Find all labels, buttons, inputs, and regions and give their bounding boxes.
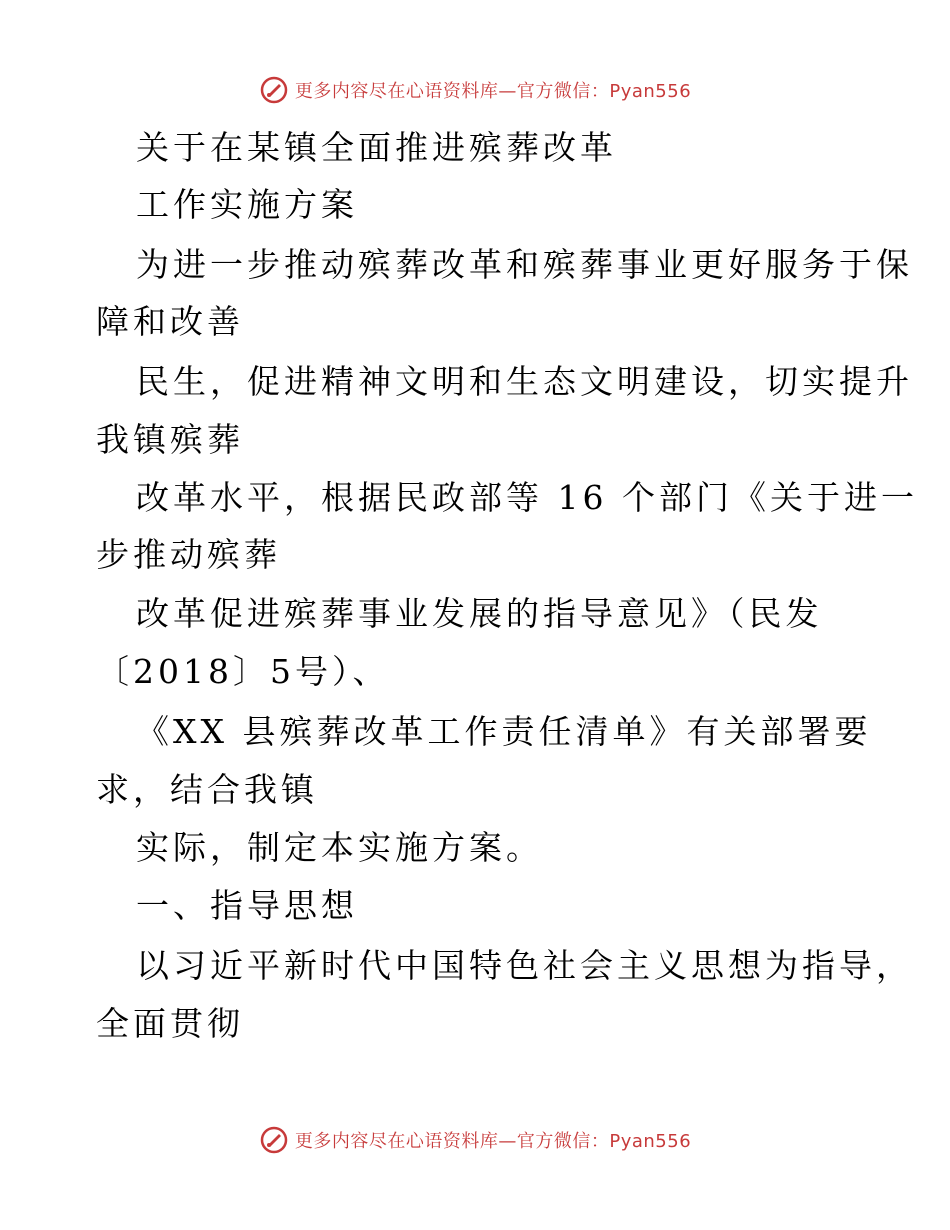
- paragraph-line: 为进一步推动殡葬改革和殡葬事业更好服务于保: [136, 245, 913, 284]
- paragraph-line: 《XX 县殡葬改革工作责任清单》有关部署要: [136, 712, 872, 751]
- banner-text: 更多内容尽在心语资料库—官方微信：Pyan556: [294, 81, 692, 102]
- paragraph-line: 以习近平新时代中国特色社会主义思想为指导，: [136, 946, 913, 985]
- paragraph-line: 我镇殡葬: [96, 420, 244, 459]
- paragraph-line: 步推动殡葬: [96, 535, 281, 574]
- paragraph-line: 改革促进殡葬事业发展的指导意见》（民发: [136, 594, 823, 633]
- section-heading: 一、指导思想: [136, 886, 358, 925]
- paragraph-line: 求，结合我镇: [96, 770, 318, 809]
- paragraph-line: 改革水平，根据民政部等 16 个部门《关于进一: [136, 478, 918, 517]
- logo-icon: [259, 1125, 289, 1155]
- doc-title-line-1: 关于在某镇全面推进殡葬改革: [136, 128, 617, 167]
- paragraph-line: 民生，促进精神文明和生态文明建设，切实提升: [136, 362, 913, 401]
- paragraph-line: 〔2018〕5号）、: [96, 652, 390, 691]
- banner-text: 更多内容尽在心语资料库—官方微信：Pyan556: [294, 1131, 692, 1152]
- paragraph-line: 实际，制定本实施方案。: [136, 828, 543, 867]
- doc-title-line-2: 工作实施方案: [136, 185, 358, 224]
- header-banner: [0, 70, 950, 110]
- footer-banner: [0, 1120, 950, 1160]
- paragraph-line: 障和改善: [96, 302, 244, 341]
- logo-icon: [259, 75, 289, 105]
- paragraph-line: 全面贯彻: [96, 1004, 244, 1043]
